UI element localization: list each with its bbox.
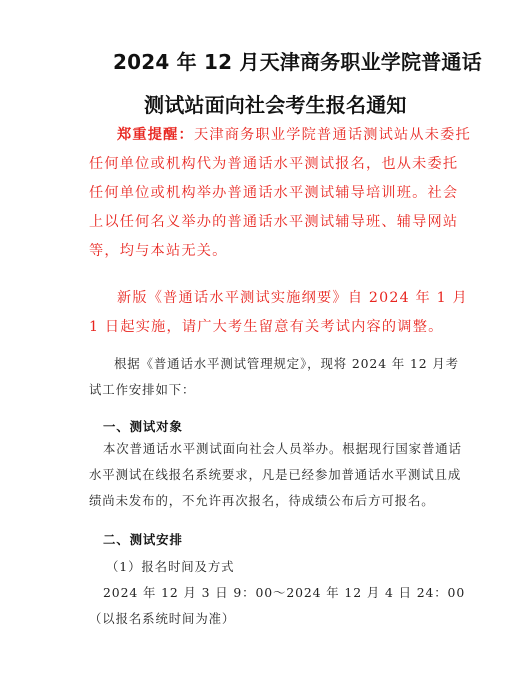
section-2-sub-1: （1）报名时间及方式	[106, 559, 235, 574]
notice-paragraph	[89, 121, 472, 266]
notice-text: 天津商务职业学院普通话测试站从未委托任何单位或机构代为普通话水平测试报名，也从未委托任何单位或机构举办普通话水平测试辅导培训班。社会上以任何名义举办的普通话水平测试辅导班、辅导网站等，均与本站无关。	[89, 127, 471, 259]
notice-lead: 郑重提醒：	[117, 127, 194, 143]
registration-time-text: 2024 年 12 月 3 日 9：00～2024 年 12 月 4 日 24：00（以报名系统时间为准）	[89, 585, 466, 626]
title-line-1: 2024 年 12 月天津商务职业学院普通话	[113, 50, 482, 74]
section-2-heading: 二、测试安排	[103, 532, 183, 547]
title-line-2: 测试站面向社会考生报名通知	[144, 93, 407, 117]
section-1-text: 本次普通话水平测试面向社会人员举办。根据现行国家普通话水平测试在线报名系统要求，凡是已经参加普通话水平测试且成绩尚未发布的，不允许再次报名，待成绩公布后方可报名。	[89, 441, 462, 508]
new-version-paragraph: 新版《普通话水平测试实施纲要》自 2024 年 1 月 1 日起实施，请广大考生留意有关考试内容的调整。	[89, 290, 468, 335]
section-1-heading: 一、测试对象	[103, 419, 183, 434]
intro-paragraph: 根据《普通话水平测试管理规定》，现将 2024 年 12 月考试工作安排如下：	[89, 356, 459, 397]
